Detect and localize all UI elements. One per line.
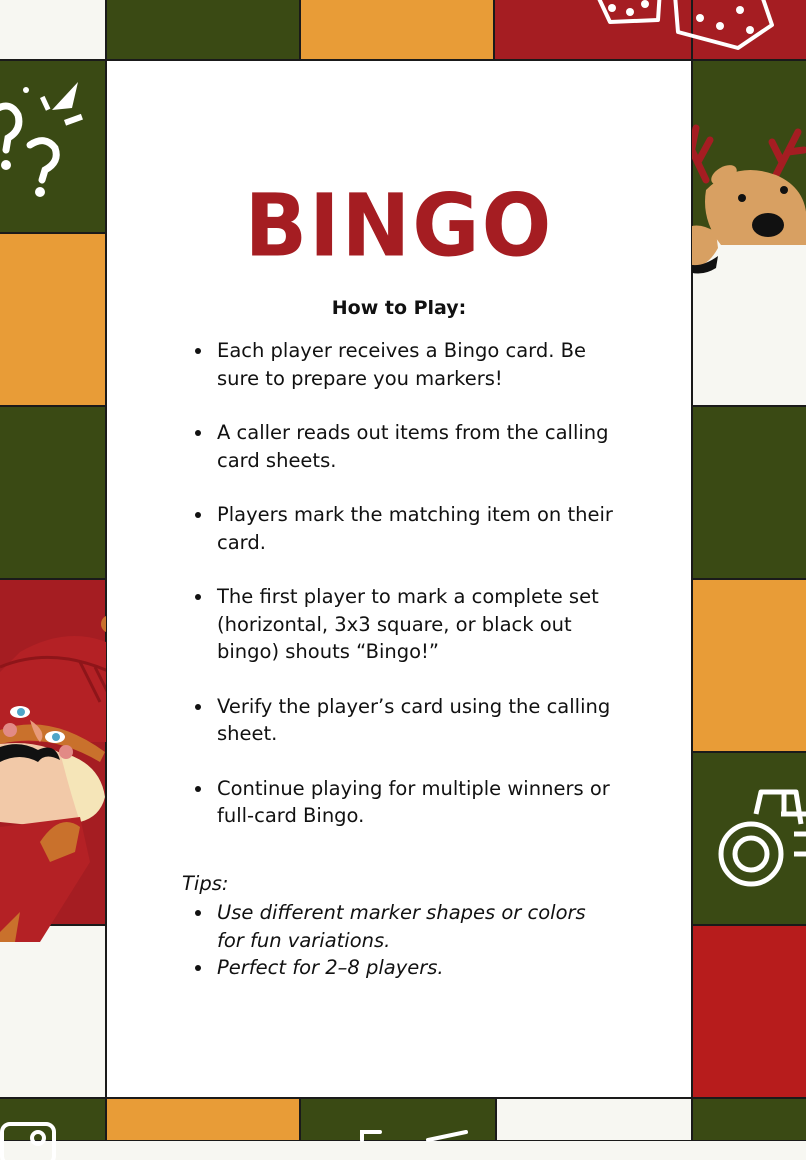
tile-green	[106, 0, 300, 60]
tile-orange	[692, 579, 806, 752]
rule-item: Players mark the matching item on their card.	[187, 501, 617, 556]
tile-bright-red	[692, 925, 806, 1098]
tips-list	[187, 899, 617, 982]
tip-item: Use different marker shapes or colors for fun variations.	[187, 899, 617, 954]
tile-cream	[0, 925, 106, 1098]
tile-cream	[496, 1098, 692, 1141]
rule-item: The first player to mark a complete set (horizontal, 3x3 square, or black out bingo) shouts “Bingo!”	[187, 583, 617, 666]
tile-orange	[106, 1098, 300, 1141]
tips-label: Tips:	[182, 872, 229, 895]
rule-item: A caller reads out items from the calling card sheets.	[187, 419, 617, 474]
question-marks-icon	[0, 80, 90, 200]
tile-green	[0, 406, 106, 579]
arrow-icon	[358, 1118, 478, 1158]
tile-orange	[300, 0, 494, 60]
tile-cream	[0, 0, 106, 60]
reindeer-illustration	[676, 120, 806, 270]
rule-item: Verify the player’s card using the calling sheet.	[187, 693, 617, 748]
tile-orange	[0, 233, 106, 406]
rules-card	[106, 60, 692, 1098]
rules-list	[187, 337, 617, 857]
page-title: BINGO	[244, 176, 554, 277]
how-to-play-heading: How to Play:	[331, 297, 467, 319]
bus-icon	[0, 1120, 70, 1160]
tile-green	[692, 406, 806, 579]
tip-item: Perfect for 2–8 players.	[187, 954, 617, 982]
rule-item: Continue playing for multiple winners or full-card Bingo.	[187, 775, 617, 830]
tractor-icon	[716, 784, 806, 894]
dice-icon	[590, 0, 790, 60]
rule-item: Each player receives a Bingo card. Be sure to prepare you markers!	[187, 337, 617, 392]
tile-green	[692, 1098, 806, 1141]
